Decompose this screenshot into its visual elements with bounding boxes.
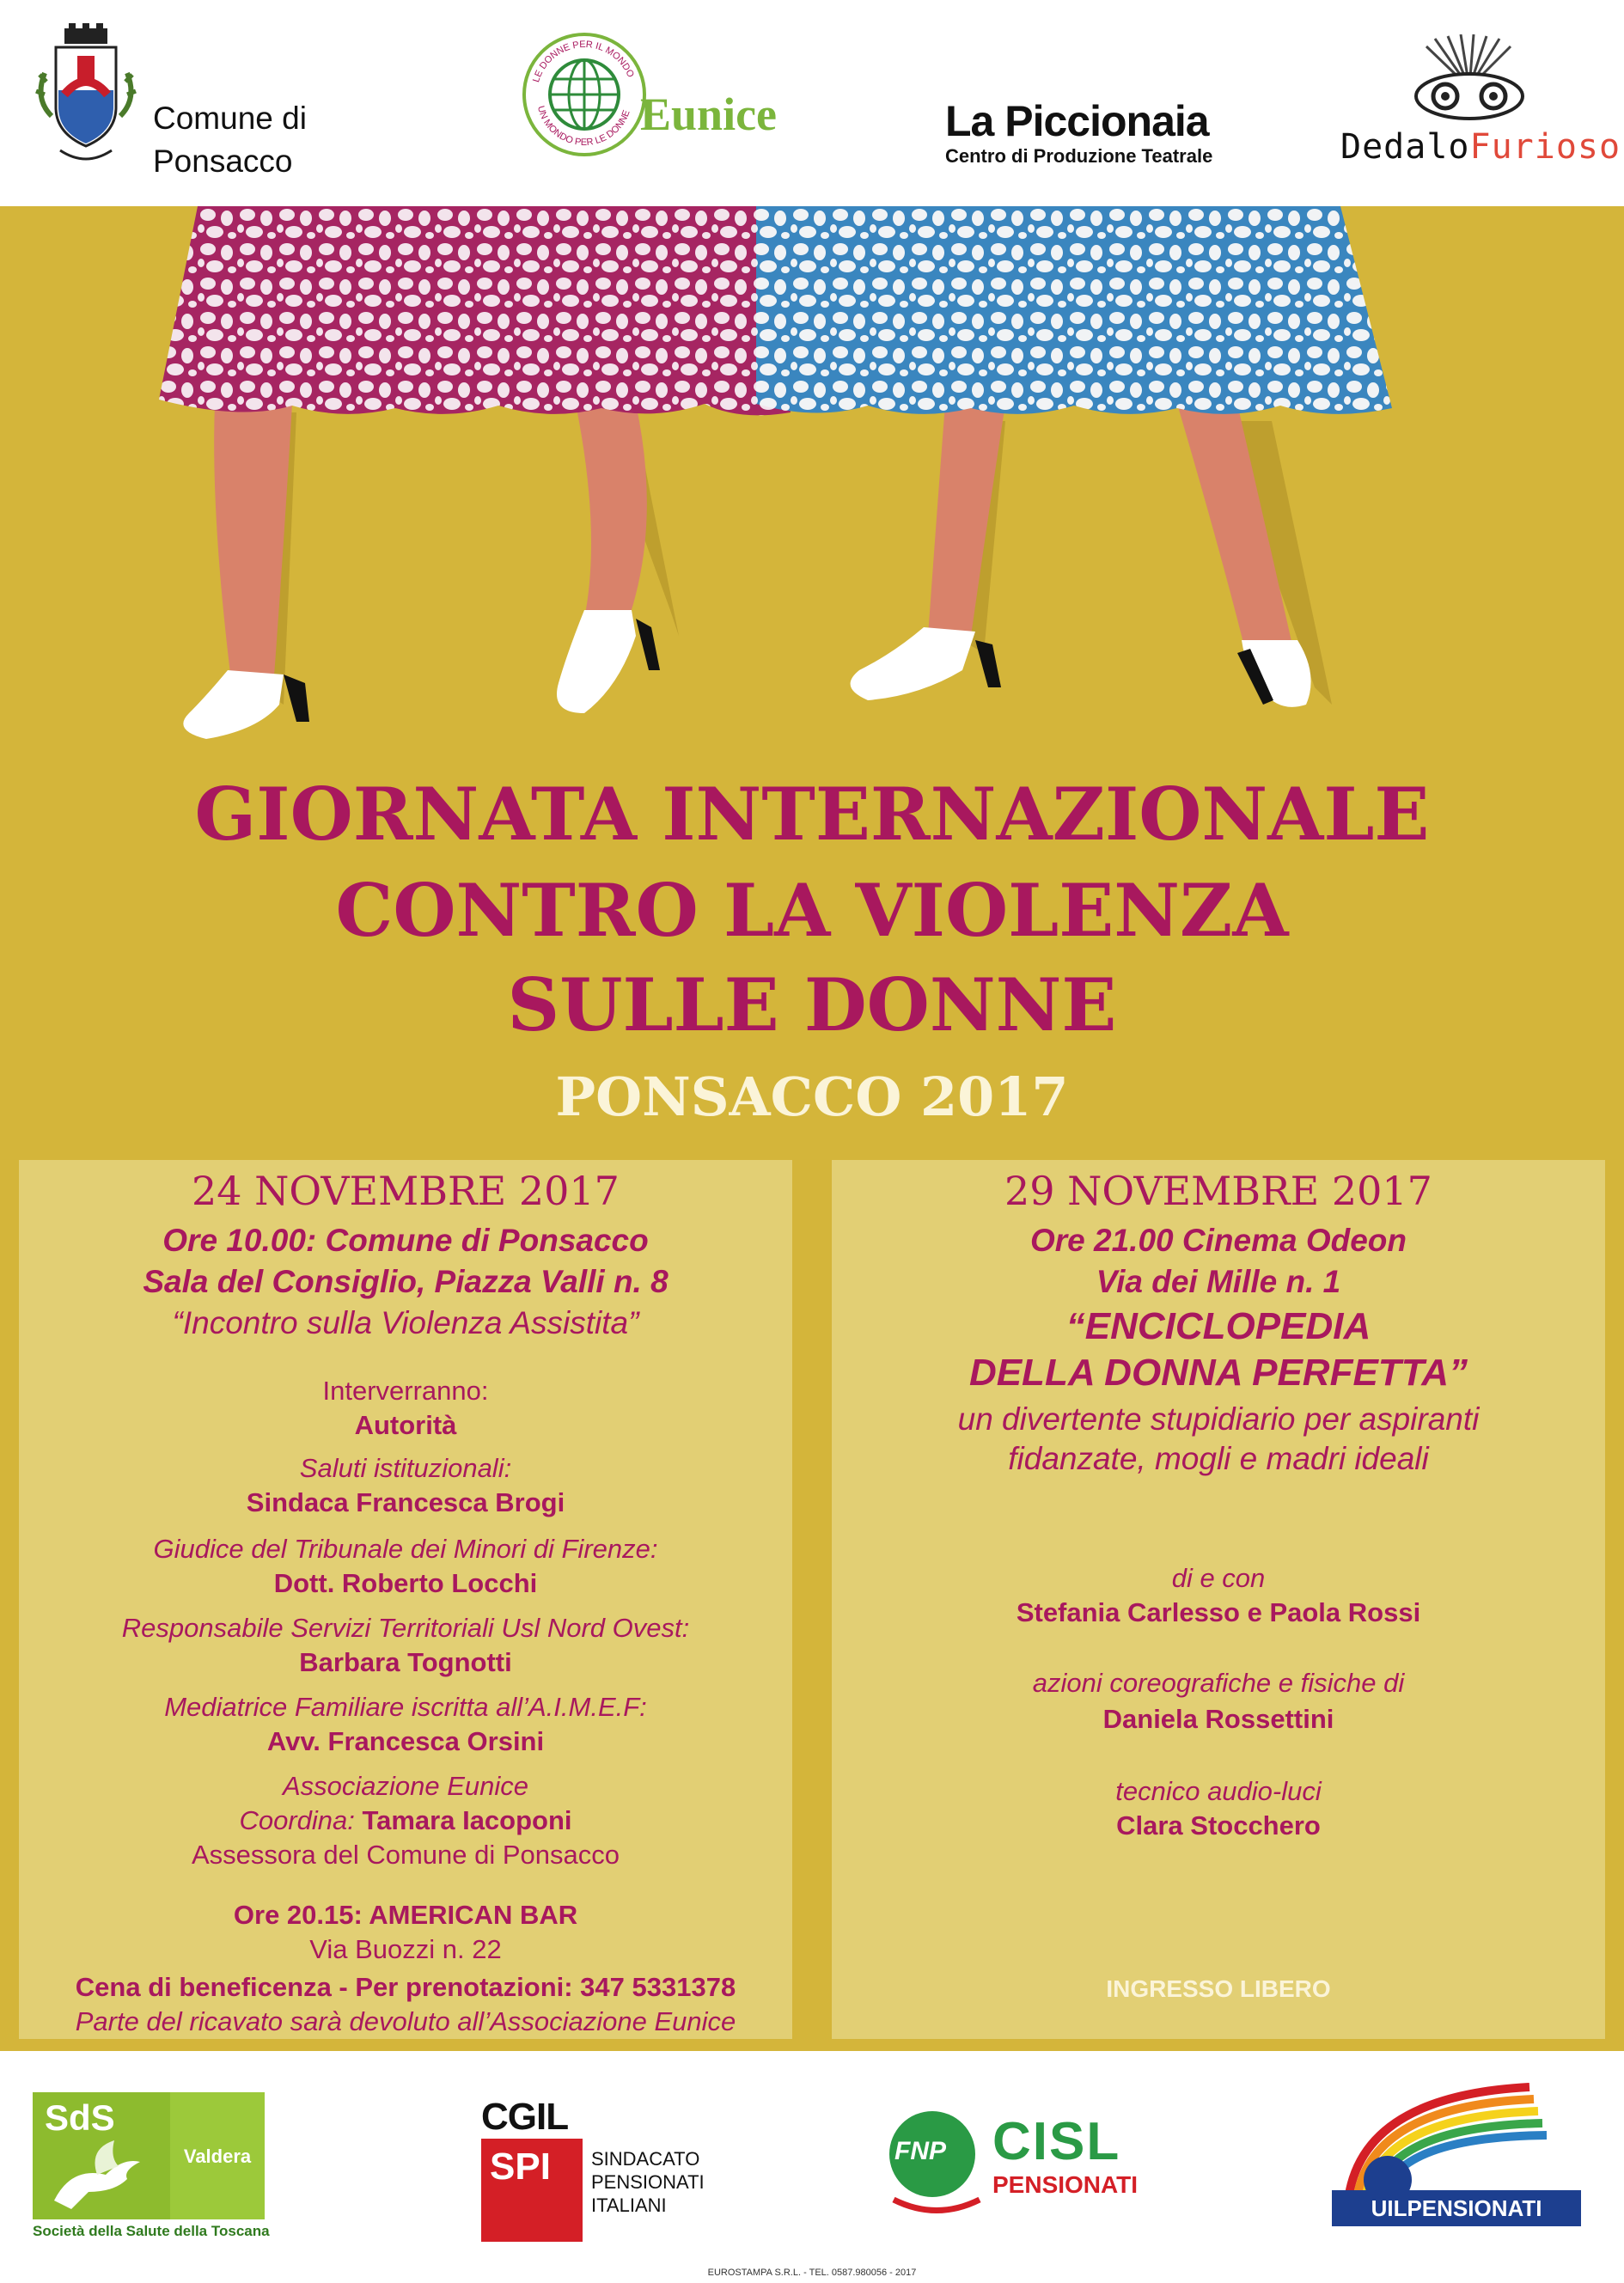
- speaker-name: Dott. Roberto Locchi: [273, 1568, 538, 1598]
- choreo-name: Daniela Rossettini: [1102, 1704, 1334, 1734]
- piccionaia-name: La Piccionaia: [945, 97, 1209, 145]
- event-left-date: 24 NOVEMBRE 2017: [192, 1168, 620, 1214]
- pegasus-icon: [37, 2132, 166, 2218]
- event-right-date: 29 NOVEMBRE 2017: [1004, 1168, 1432, 1214]
- sds-name: SdS: [45, 2097, 115, 2138]
- assoc-name: Associazione Eunice: [282, 1771, 529, 1801]
- with-label: di e con: [1171, 1563, 1266, 1593]
- cisl-subtitle: PENSIONATI: [992, 2171, 1139, 2198]
- title-line-1: GIORNATA INTERNAZIONALE: [194, 772, 1430, 857]
- speaker-role: Mediatrice Familiare iscritta all’A.I.M.E.F:: [164, 1692, 647, 1722]
- with-names: Stefania Carlesso e Paola Rossi: [1016, 1597, 1421, 1627]
- tech-label: tecnico audio-luci: [1115, 1776, 1322, 1806]
- uil-pensionati-logo: [1323, 2079, 1590, 2242]
- speaker-name: Sindaca Francesca Brogi: [246, 1487, 565, 1517]
- piccionaia-subtitle: Centro di Produzione Teatrale: [945, 145, 1213, 167]
- speaker-name: Barbara Tognotti: [299, 1647, 512, 1677]
- comune-line1: Comune di: [153, 101, 307, 136]
- show-title-line2: DELLA DONNA PERFETTA”: [968, 1352, 1468, 1394]
- spi-subtitle: [591, 2147, 705, 2217]
- comune-crest-icon: [26, 21, 146, 185]
- show-title-line1: “ENCICLOPEDIA: [1065, 1305, 1371, 1347]
- eunice-ring-top: LE DONNE PER IL MONDO: [531, 39, 636, 84]
- speaker-role: Giudice del Tribunale dei Minori di Firenze:: [153, 1534, 658, 1564]
- title-line-2: CONTRO LA VIOLENZA: [335, 868, 1289, 953]
- choreo-label: azioni coreografiche e fisiche di: [1032, 1668, 1405, 1698]
- speaker-name: Autorità: [354, 1410, 457, 1440]
- comune-ponsacco-logo: [26, 21, 335, 185]
- evening-time: Ore 20.15: AMERICAN BAR: [233, 1900, 578, 1930]
- spi-name: SPI: [490, 2146, 551, 2188]
- show-desc-line1: un divertente stupidiario per aspiranti: [957, 1401, 1480, 1437]
- coord-name: Tamara Iacoponi: [362, 1805, 572, 1835]
- dedalo-mask-icon: [1340, 34, 1598, 129]
- sds-area: Valdera: [183, 2146, 252, 2167]
- cisl-name: CISL: [992, 2112, 1121, 2171]
- dinner-booking: Cena di beneficenza - Per prenotazioni: 347 5331378: [75, 1972, 736, 2002]
- piccionaia-logo: [945, 99, 1272, 176]
- cgil-name: CGIL: [481, 2096, 569, 2138]
- show-desc-line2: fidanzate, mogli e madri ideali: [1008, 1441, 1429, 1476]
- eunice-logo: [520, 26, 803, 189]
- speaker-role: Responsabile Servizi Territoriali Usl Nord Ovest:: [121, 1613, 690, 1643]
- fnp-circle-icon: [889, 2111, 975, 2197]
- eunice-ring-bottom: UN MONDO PER LE DONNE: [534, 104, 632, 149]
- printer-credit: EUROSTAMPA S.R.L. - TEL. 0587.980056 - 2017: [707, 2268, 917, 2278]
- uil-rainbow-icon: [1323, 2079, 1590, 2199]
- cgil-spi-logo: [481, 2096, 705, 2242]
- event-left-title: “Incontro sulla Violenza Assistita”: [172, 1305, 639, 1340]
- tech-name: Clara Stocchero: [1116, 1810, 1321, 1840]
- fnp-cisl-logo: [889, 2111, 1164, 2223]
- evening-address: Via Buozzi n. 22: [309, 1934, 502, 1964]
- eunice-name: Eunice: [640, 89, 778, 140]
- spi-sub-line3: ITALIANI: [591, 2194, 667, 2216]
- sds-subtitle: Società della Salute della Toscana: [33, 2223, 270, 2239]
- spi-sub-line1: SINDACATO: [591, 2148, 700, 2170]
- event-left-venue: Sala del Consiglio, Piazza Valli n. 8: [143, 1264, 669, 1299]
- dedalo-name: [1340, 127, 1621, 167]
- eunice-globe-icon: [520, 26, 649, 163]
- poster-main: [0, 206, 1624, 2051]
- speaker-role: Saluti istituzionali:: [299, 1453, 512, 1483]
- coord-role: Assessora del Comune di Ponsacco: [192, 1840, 620, 1870]
- header-logos: [0, 0, 1624, 206]
- skirts-legs-illustration: [0, 206, 1624, 773]
- event-right-time-place: Ore 21.00 Cinema Odeon: [1029, 1223, 1407, 1258]
- speakers-intro: Interverranno:: [322, 1376, 489, 1406]
- fnp-label: FNP: [894, 2137, 946, 2165]
- comune-line2: Ponsacco: [153, 143, 293, 179]
- comune-name: [153, 97, 307, 183]
- event-right-address: Via dei Mille n. 1: [1096, 1264, 1341, 1299]
- event-panel-24-nov: [19, 1160, 792, 2039]
- coordinator-line: [19, 1804, 792, 1837]
- sds-valdera-logo: [33, 2092, 265, 2219]
- spi-sub-line2: PENSIONATI: [591, 2171, 705, 2193]
- coord-label: Coordina:: [239, 1805, 355, 1835]
- title-city-year: PONSACCO 2017: [555, 1065, 1069, 1128]
- uil-name: UILPENSIONATI: [1332, 2190, 1581, 2226]
- event-left-time-place: Ore 10.00: Comune di Ponsacco: [162, 1223, 649, 1258]
- dedalo-name-part2: Furioso: [1469, 127, 1621, 167]
- fnp-red-swoosh-icon: [889, 2195, 984, 2221]
- speaker-name: Avv. Francesca Orsini: [266, 1726, 545, 1756]
- dedalo-name-part1: Dedalo: [1340, 127, 1470, 167]
- proceeds-note: Parte del ricavato sarà devoluto all’Associazione Eunice: [75, 2006, 736, 2036]
- event-panel-29-nov: [832, 1160, 1605, 2039]
- footer-sponsors: [0, 2051, 1624, 2283]
- dedalo-furioso-logo: [1340, 34, 1621, 180]
- spi-box: [481, 2139, 583, 2242]
- title-line-3: SULLE DONNE: [507, 962, 1117, 1047]
- free-entry: INGRESSO LIBERO: [1106, 1975, 1331, 2002]
